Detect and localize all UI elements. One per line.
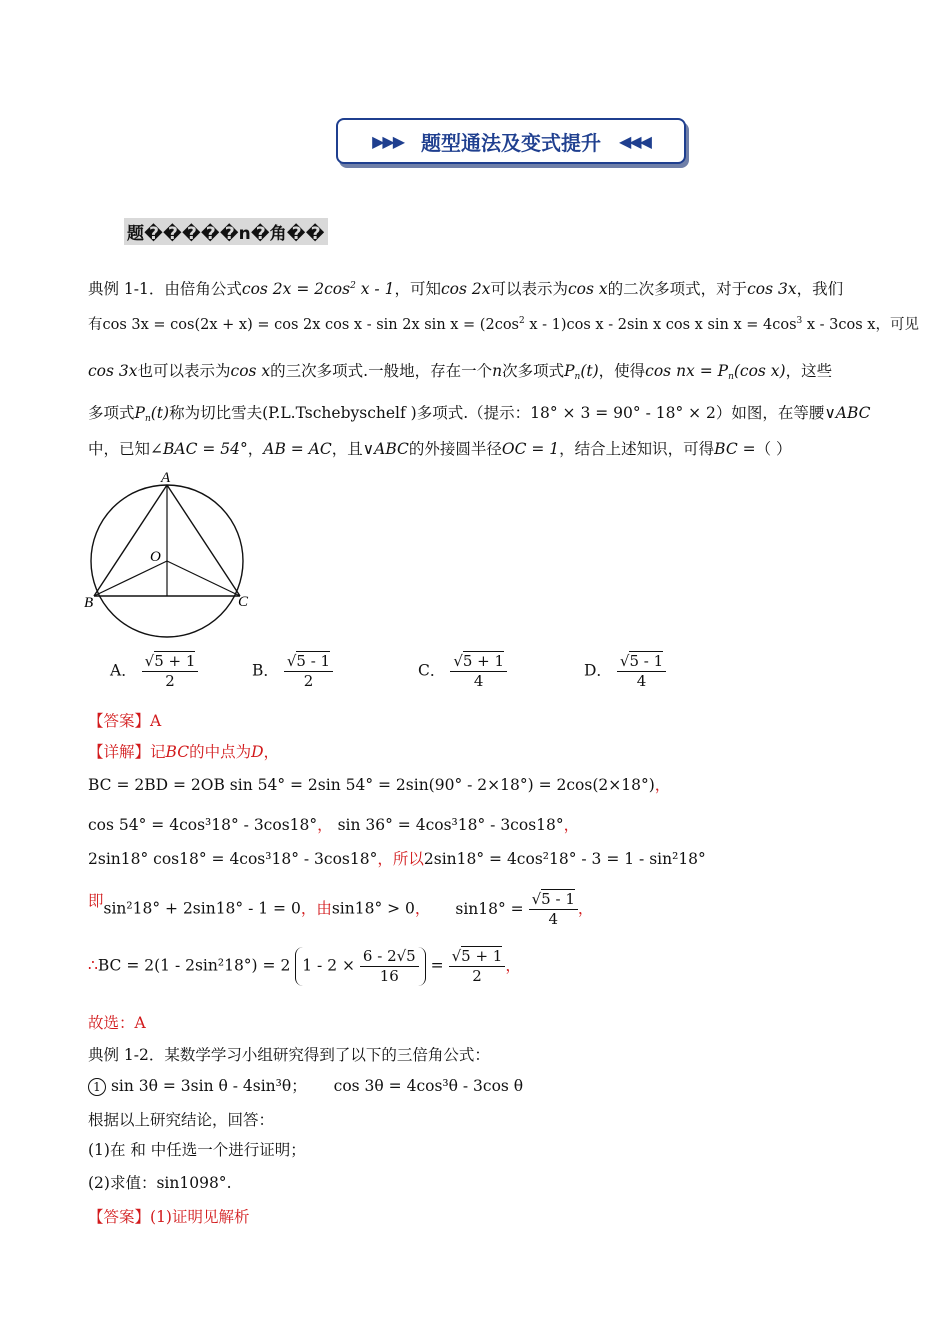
formula: cos x — [567, 280, 608, 298]
formula: D — [251, 743, 264, 761]
answer-value: A — [150, 712, 162, 730]
example2-line1 — [88, 1045, 490, 1065]
text: 的二次多项式，对于 — [607, 280, 748, 298]
example1-line3 — [88, 361, 832, 381]
formula: 2sin18° cos18° = 4cos³18° - 3cos18° — [88, 850, 378, 868]
formula-part: (t) — [580, 362, 599, 380]
fraction-den: 4 — [636, 672, 647, 690]
detail-eq1 — [88, 775, 670, 795]
formula: BC — [165, 743, 190, 761]
fraction-den: 4 — [473, 672, 484, 690]
formula-part: P — [564, 362, 575, 380]
formula — [645, 362, 785, 380]
triangle-figure — [80, 466, 260, 646]
circled-number: 1 — [88, 1078, 106, 1096]
formula: AB = AC — [263, 440, 332, 458]
formula: cos 54° = 4cos³18° - 3cos18° — [88, 816, 318, 834]
formula-part: (cos x) — [733, 362, 786, 380]
example1-label: 典例 1-1． — [88, 280, 165, 298]
text: ， — [563, 816, 580, 834]
text: （ ） — [755, 440, 792, 458]
fraction-num: 5 - 1 — [541, 890, 575, 908]
formula: ∨ABC — [824, 404, 871, 422]
label-c: C — [238, 594, 249, 610]
text: ， — [414, 899, 431, 918]
example2-line3: 根据以上研究结论，回答： — [88, 1111, 275, 1129]
conclusion-label: 故选： — [88, 1014, 135, 1032]
section-banner — [336, 118, 686, 164]
answer1 — [88, 711, 161, 731]
formula-part: cos nx = P — [645, 362, 729, 380]
text: ， — [247, 440, 264, 458]
text: . — [226, 1174, 232, 1192]
formula — [564, 362, 599, 380]
text: ）如图，在等腰 — [715, 404, 825, 422]
formula-sub: n — [144, 414, 151, 424]
formula-sub: n — [728, 372, 734, 382]
example2-formulas — [88, 1076, 523, 1096]
text: ，且 — [331, 440, 363, 458]
formula: $\cos 2x = 2\cos^2$ x - 1 — [241, 280, 395, 298]
option-fraction: $\frac{√5 + 1}{4}$ — [450, 652, 507, 691]
text: 的三次多项式.一般地，存在一个 — [270, 362, 493, 380]
formula-part: cos 3x = cos(2x + x) = cos 2x cos x - sin 2x sin x = (2cos — [102, 317, 519, 333]
banner-left-arrows: ▶▶▶ — [372, 131, 403, 151]
text: ，由 — [300, 899, 332, 918]
formula: 18° × 3 = 90° - 18° × 2 — [530, 404, 716, 422]
text: 称为切比雪夫 — [169, 404, 263, 422]
formula: cos 3x = cos(2x + x) = cos 2x cos x - sin 2x $\sin x = (2\cos^2$ x - 1)cos x - 2sin x cos x $\sin x = 4\cos^3$ x - 3cos x — [102, 316, 876, 333]
formula — [135, 404, 170, 422]
option-label: C． — [418, 661, 446, 680]
text: 多项式.（提示： — [416, 404, 531, 422]
example1-line5 — [88, 439, 792, 459]
fraction-num: 6 - 2√5 — [360, 947, 419, 967]
text: 即 — [88, 891, 104, 910]
text: ， — [263, 743, 280, 761]
text: 有 — [88, 317, 103, 333]
text: ； — [291, 1077, 307, 1095]
detail-intro — [88, 742, 279, 762]
formula: cos 3x — [747, 280, 797, 298]
formula-bracket — [295, 947, 425, 986]
text: ，结合上述知识，可得 — [559, 440, 715, 458]
option-fraction: $\frac{√5 + 1}{2}$ — [142, 652, 199, 691]
fraction-num: 5 + 1 — [462, 652, 505, 670]
side-ab — [94, 485, 167, 596]
fraction-den: 4 — [548, 910, 559, 928]
option-fraction: $\frac{√5 - 1}{2}$ — [284, 652, 333, 691]
fraction-den: 2 — [303, 672, 314, 690]
text: ，使得 — [598, 362, 646, 380]
example2-label: 典例 1-2． — [88, 1046, 165, 1064]
text: 由倍角公式 — [164, 280, 242, 298]
formula: sin 36° = 4cos³18° - 3cos18° — [337, 816, 564, 834]
formula-part: x - 3cos x — [802, 317, 876, 333]
formula-part: (t) — [150, 404, 170, 422]
text: 也可以表示为 — [137, 362, 231, 380]
banner-right-arrows: ◀◀◀ — [619, 131, 650, 151]
text: ，可知 — [394, 280, 441, 298]
formula: BC = 2(1 - 2sin²18°) = 2 — [97, 956, 291, 975]
text: ，我们 — [796, 280, 844, 298]
formula-sub: n — [574, 372, 581, 382]
fraction-num: 5 + 1 — [154, 652, 196, 670]
text: (P.L.Tschebyschelf ) — [262, 404, 417, 422]
formula-fraction — [360, 947, 419, 986]
answer-tag: 【答案】 — [88, 712, 151, 730]
formula: 1 - 2 × — [302, 956, 355, 975]
answer2 — [88, 1207, 249, 1227]
formula: = — [430, 956, 444, 975]
example2-q2 — [88, 1173, 232, 1193]
label-b: B — [84, 595, 94, 611]
fraction-num: 5 - 1 — [629, 652, 664, 670]
formula-part: x - 1 — [355, 280, 395, 298]
option-a[interactable] — [110, 652, 198, 691]
formula: sin1098° — [156, 1174, 227, 1192]
text: ， — [317, 816, 333, 834]
detail-eq3 — [88, 849, 706, 869]
example1-line2 — [88, 315, 919, 335]
formula-part: x - 1)cos x - 2sin x cos x sin x = 4cos — [524, 317, 797, 333]
option-fraction: $\frac{√5 - 1}{4}$ — [617, 652, 666, 691]
formula: n — [492, 362, 503, 380]
formula: BC = 2BD = 2OB sin 54° = 2sin 54° = 2sin(90° - 2×18°) = 2cos(2×18°) — [88, 776, 655, 794]
formula: sin18° > 0 — [331, 899, 415, 918]
formula-part: P — [134, 404, 145, 422]
text: ，所以 — [377, 850, 424, 868]
answer-tag: 【答案】 — [88, 1208, 151, 1226]
text: 次多项式 — [502, 362, 565, 380]
option-label: B． — [252, 661, 279, 680]
formula: 2sin18° = 4cos²18° - 3 = 1 - sin²18° — [423, 850, 706, 868]
side-ac — [167, 485, 240, 596]
text: ， — [577, 899, 594, 918]
text: ， — [654, 776, 671, 794]
text: ， — [505, 956, 521, 975]
fraction-den: 2 — [472, 967, 482, 985]
formula: sin²18° + 2sin18° - 1 = 0 — [103, 899, 301, 918]
example2-q1: (1)在 和 中任选一个进行证明； — [88, 1141, 306, 1159]
fraction-num: 5 + 1 — [461, 947, 503, 965]
text: 某数学学习小组研究得到了以下的三倍角公式： — [164, 1046, 490, 1064]
fraction-num: 5 - 1 — [296, 652, 331, 670]
example1-line1 — [88, 279, 843, 299]
text: ，这些 — [785, 362, 833, 380]
section-title: 题�����n�角�� — [124, 218, 328, 245]
formula: OC = 1 — [501, 440, 560, 458]
formula-part: cos 2x = 2cos — [241, 280, 351, 298]
text: ，可见 — [875, 317, 919, 333]
formula: BC = — [714, 440, 756, 458]
answer-value: (1)证明见解析 — [150, 1208, 250, 1226]
fraction-den: 16 — [379, 967, 399, 985]
example1-line4 — [88, 403, 871, 423]
text: 的外接圆半径 — [408, 440, 502, 458]
detail-tag: 【详解】 — [88, 743, 151, 761]
option-d[interactable] — [584, 652, 666, 691]
formula-fraction: $\frac{√5 + 1}{2}$ — [449, 947, 506, 986]
option-b[interactable] — [252, 652, 333, 691]
fraction-den: 2 — [165, 672, 175, 690]
formula: sin18° = — [455, 899, 524, 918]
text: 多项式 — [88, 404, 135, 422]
detail-eq5 — [88, 947, 521, 986]
banner-title: 题型通法及变式提升 — [421, 130, 601, 155]
formula: cos 2x — [440, 280, 491, 298]
therefore-symbol: ∴ — [88, 956, 98, 975]
formula: ∠BAC = 54° — [150, 440, 248, 458]
detail-eq4 — [88, 890, 593, 929]
formula: cos 3θ = 4cos³θ - 3cos θ — [333, 1077, 524, 1095]
formula-fraction: $\frac{√5 - 1}{4}$ — [529, 890, 578, 929]
text: (2)求值： — [88, 1174, 157, 1192]
label-o: O — [150, 549, 161, 565]
option-c[interactable] — [418, 652, 507, 691]
text: 可以表示为 — [490, 280, 568, 298]
option-label: A． — [110, 661, 137, 680]
text: 中，已知 — [88, 440, 151, 458]
conclusion — [88, 1013, 146, 1033]
text: 记 — [150, 743, 166, 761]
text: 的中点为 — [189, 743, 252, 761]
detail-eq2 — [88, 815, 579, 835]
formula: cos 3x — [88, 362, 138, 380]
formula: ∨ABC — [362, 440, 409, 458]
label-a: A — [161, 470, 171, 486]
conclusion-value: A — [134, 1014, 146, 1032]
formula: sin 3θ = 3sin θ - 4sin³θ — [110, 1077, 292, 1095]
option-label: D． — [584, 661, 612, 680]
formula: cos x — [230, 362, 271, 380]
